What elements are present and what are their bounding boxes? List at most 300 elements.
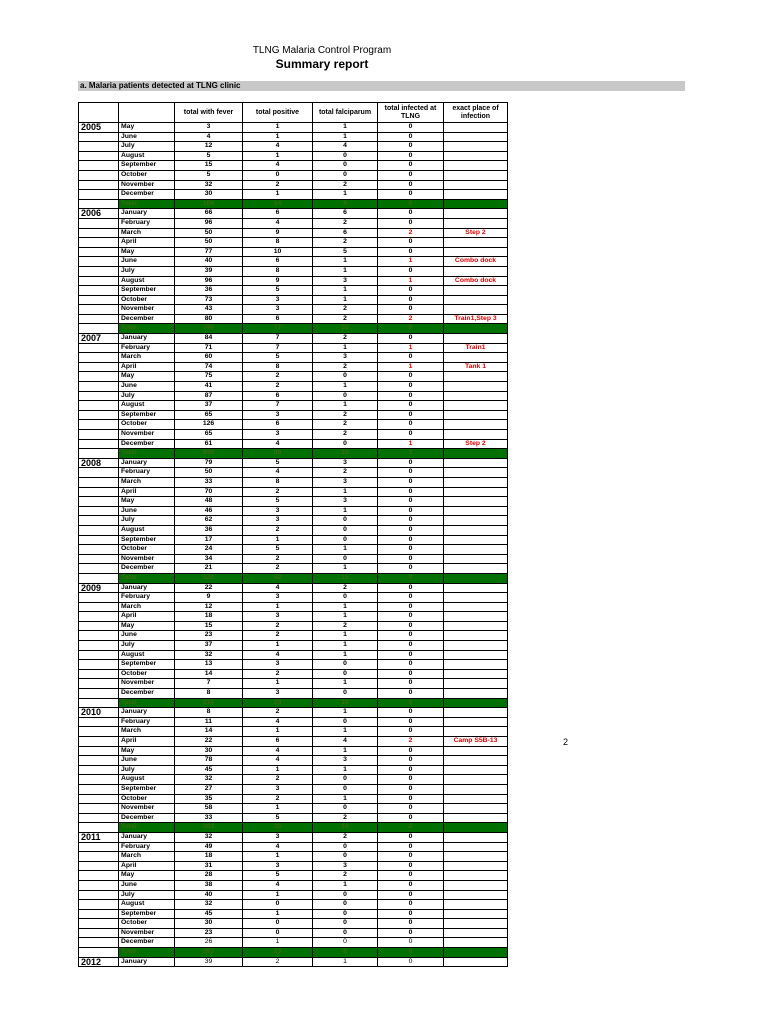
place-cell: Camp S5B-13 <box>444 737 508 747</box>
year-cell <box>79 948 119 958</box>
place-cell: Combo dock <box>444 276 508 286</box>
fever-cell: 8 <box>175 708 243 718</box>
tlng-infected-cell: 0 <box>378 919 444 929</box>
falciparum-cell: 2 <box>313 430 378 440</box>
month-cell: February <box>119 468 175 478</box>
positive-cell: 8 <box>243 266 313 276</box>
place-cell <box>444 909 508 919</box>
tlng-infected-cell: 0 <box>378 679 444 689</box>
month-cell: December <box>119 813 175 823</box>
year-cell <box>79 468 119 478</box>
tlng-infected-cell: 0 <box>378 477 444 487</box>
place-cell: Tank 1 <box>444 362 508 372</box>
fever-cell: 70 <box>175 487 243 497</box>
year-cell: 2008 <box>79 458 119 468</box>
fever-cell: 50 <box>175 228 243 238</box>
tlng-infected-cell: 0 <box>378 132 444 142</box>
positive-cell: 7 <box>243 334 313 344</box>
table-row <box>79 123 508 133</box>
positive-cell: 7 <box>243 401 313 411</box>
falciparum-cell: 3 <box>313 276 378 286</box>
positive-cell: 2 <box>243 669 313 679</box>
positive-cell: 3 <box>243 689 313 699</box>
table-row <box>79 804 508 814</box>
report-title: Summary report <box>275 57 369 71</box>
fever-cell: 37 <box>175 641 243 651</box>
tlng-infected-cell: 0 <box>378 832 444 842</box>
falciparum-cell: 2 <box>313 362 378 372</box>
month-cell: October <box>119 919 175 929</box>
positive-cell: 4 <box>243 439 313 449</box>
positive-cell: 2 <box>243 564 313 574</box>
fever-cell: 41 <box>175 382 243 392</box>
tlng-infected-cell: 0 <box>378 689 444 699</box>
positive-cell: 35 <box>243 823 313 833</box>
month-cell: November <box>119 180 175 190</box>
table-row <box>79 746 508 756</box>
tlng-infected-cell: 0 <box>378 123 444 133</box>
positive-cell: 8 <box>243 477 313 487</box>
fever-cell: 77 <box>175 247 243 257</box>
falciparum-cell: 1 <box>313 286 378 296</box>
tlng-infected-cell: 2 <box>378 823 444 833</box>
fever-cell: 74 <box>175 362 243 372</box>
year-cell <box>79 631 119 641</box>
positive-cell: 2 <box>243 487 313 497</box>
positive-cell: 60 <box>243 449 313 459</box>
falciparum-cell: 2 <box>313 238 378 248</box>
header-total-with-fever: total with fever <box>175 103 243 123</box>
fever-cell: 75 <box>175 372 243 382</box>
year-cell <box>79 266 119 276</box>
place-cell <box>444 660 508 670</box>
positive-cell: 2 <box>243 621 313 631</box>
month-cell: April <box>119 487 175 497</box>
month-cell: September <box>119 660 175 670</box>
fever-cell: 3 <box>175 123 243 133</box>
positive-cell: 4 <box>243 756 313 766</box>
tlng-infected-cell: 0 <box>378 698 444 708</box>
positive-cell: 2 <box>243 957 313 967</box>
falciparum-cell: 4 <box>313 737 378 747</box>
fever-cell: 36 <box>175 525 243 535</box>
place-cell <box>444 170 508 180</box>
positive-cell: 2 <box>243 794 313 804</box>
positive-cell: 0 <box>243 919 313 929</box>
place-cell <box>444 238 508 248</box>
falciparum-cell: 4 <box>313 142 378 152</box>
place-cell <box>444 391 508 401</box>
fever-cell: 15 <box>175 621 243 631</box>
month-cell: March <box>119 228 175 238</box>
falciparum-cell: 1 <box>313 266 378 276</box>
year-cell <box>79 564 119 574</box>
year-cell <box>79 142 119 152</box>
month-cell: April <box>119 737 175 747</box>
fever-cell: 13 <box>175 660 243 670</box>
place-cell <box>444 372 508 382</box>
year-cell <box>79 420 119 430</box>
positive-cell: 2 <box>243 708 313 718</box>
table-row <box>79 938 508 948</box>
positive-cell: 1 <box>243 909 313 919</box>
falciparum-cell: 0 <box>313 852 378 862</box>
place-cell <box>444 324 508 334</box>
place-cell <box>444 583 508 593</box>
tlng-infected-cell: 0 <box>378 909 444 919</box>
falciparum-cell: 6 <box>313 228 378 238</box>
month-cell: July <box>119 142 175 152</box>
year-cell <box>79 938 119 948</box>
table-row <box>79 190 508 200</box>
month-cell: May <box>119 497 175 507</box>
fever-cell: 5 <box>175 151 243 161</box>
year-cell <box>79 190 119 200</box>
tlng-infected-cell: 6 <box>378 324 444 334</box>
month-cell: February <box>119 218 175 228</box>
fever-cell: 14 <box>175 669 243 679</box>
place-cell <box>444 305 508 315</box>
place-cell <box>444 852 508 862</box>
table-row <box>79 142 508 152</box>
table-row <box>79 957 508 967</box>
positive-cell: 3 <box>243 516 313 526</box>
place-cell <box>444 679 508 689</box>
month-cell: April <box>119 861 175 871</box>
year-cell <box>79 919 119 929</box>
positive-cell: 8 <box>243 238 313 248</box>
falciparum-cell: 1 <box>313 401 378 411</box>
falciparum-cell: 0 <box>313 372 378 382</box>
month-cell: January <box>119 209 175 219</box>
table-row <box>79 238 508 248</box>
year-cell <box>79 257 119 267</box>
table-row <box>79 180 508 190</box>
place-cell <box>444 334 508 344</box>
fever-cell: 79 <box>175 458 243 468</box>
table-row <box>79 170 508 180</box>
month-cell: Total <box>119 823 175 833</box>
place-cell <box>444 458 508 468</box>
positive-cell: 9 <box>243 228 313 238</box>
month-cell: August <box>119 650 175 660</box>
table-row <box>79 516 508 526</box>
place-cell <box>444 142 508 152</box>
year-cell <box>79 880 119 890</box>
tlng-infected-cell: 0 <box>378 372 444 382</box>
positive-cell: 29 <box>243 698 313 708</box>
fever-cell: 61 <box>175 439 243 449</box>
month-cell: May <box>119 746 175 756</box>
year-cell <box>79 746 119 756</box>
falciparum-cell: 5 <box>313 247 378 257</box>
table-row <box>79 343 508 353</box>
fever-cell: 49 <box>175 842 243 852</box>
fever-cell: 106 <box>175 199 243 209</box>
fever-cell: 38 <box>175 880 243 890</box>
year-cell <box>79 861 119 871</box>
header-place-of-infection: exact place of infection <box>444 103 508 123</box>
table-row <box>79 420 508 430</box>
positive-cell: 3 <box>243 593 313 603</box>
positive-cell: 1 <box>243 132 313 142</box>
year-cell <box>79 305 119 315</box>
tlng-infected-cell: 0 <box>378 573 444 583</box>
place-cell: Combo dock <box>444 257 508 267</box>
positive-cell: 4 <box>243 880 313 890</box>
falciparum-cell: 0 <box>313 170 378 180</box>
fever-cell: 43 <box>175 305 243 315</box>
year-cell: 2009 <box>79 583 119 593</box>
fever-cell: 96 <box>175 218 243 228</box>
positive-cell: 23 <box>243 948 313 958</box>
positive-cell: 3 <box>243 410 313 420</box>
tlng-infected-cell: 1 <box>378 257 444 267</box>
place-cell <box>444 487 508 497</box>
tlng-infected-cell: 0 <box>378 583 444 593</box>
header-year <box>79 103 119 123</box>
place-cell: Step 2 <box>444 439 508 449</box>
fever-cell: 18 <box>175 612 243 622</box>
fever-cell: 7 <box>175 679 243 689</box>
falciparum-cell: 2 <box>313 218 378 228</box>
fever-cell: 96 <box>175 276 243 286</box>
falciparum-cell: 1 <box>313 545 378 555</box>
tlng-infected-cell: 0 <box>378 717 444 727</box>
positive-cell: 3 <box>243 305 313 315</box>
month-cell: January <box>119 458 175 468</box>
falciparum-cell: 0 <box>313 391 378 401</box>
month-cell: Total <box>119 573 175 583</box>
fever-cell: 12 <box>175 142 243 152</box>
year-cell <box>79 717 119 727</box>
year-cell: 2006 <box>79 209 119 219</box>
month-cell: Total <box>119 199 175 209</box>
falciparum-cell: 2 <box>313 305 378 315</box>
year-cell <box>79 909 119 919</box>
month-cell: January <box>119 832 175 842</box>
tlng-infected-cell: 0 <box>378 612 444 622</box>
tlng-infected-cell: 0 <box>378 209 444 219</box>
tlng-infected-cell: 0 <box>378 861 444 871</box>
month-cell: June <box>119 506 175 516</box>
falciparum-cell: 0 <box>313 938 378 948</box>
year-cell <box>79 228 119 238</box>
place-cell <box>444 919 508 929</box>
tlng-infected-cell: 0 <box>378 928 444 938</box>
positive-cell: 7 <box>243 343 313 353</box>
month-cell: September <box>119 909 175 919</box>
table-row <box>79 679 508 689</box>
fever-cell: 11 <box>175 717 243 727</box>
year-cell <box>79 170 119 180</box>
falciparum-cell: 0 <box>313 784 378 794</box>
month-cell: June <box>119 132 175 142</box>
positive-cell: 0 <box>243 900 313 910</box>
place-cell <box>444 938 508 948</box>
month-cell: January <box>119 334 175 344</box>
tlng-infected-cell: 0 <box>378 170 444 180</box>
tlng-infected-cell: 1 <box>378 276 444 286</box>
positive-cell: 1 <box>243 804 313 814</box>
year-cell <box>79 775 119 785</box>
falciparum-cell: 6 <box>313 209 378 219</box>
table-row <box>79 813 508 823</box>
positive-cell: 6 <box>243 209 313 219</box>
tlng-infected-cell: 0 <box>378 660 444 670</box>
year-cell <box>79 401 119 411</box>
year-cell <box>79 804 119 814</box>
fever-cell: 39 <box>175 957 243 967</box>
fever-cell: 30 <box>175 746 243 756</box>
place-cell <box>444 353 508 363</box>
year-cell <box>79 295 119 305</box>
fever-cell: 50 <box>175 468 243 478</box>
positive-cell: 1 <box>243 123 313 133</box>
positive-cell: 0 <box>243 928 313 938</box>
place-cell <box>444 775 508 785</box>
tlng-infected-cell: 0 <box>378 784 444 794</box>
fever-cell: 4 <box>175 132 243 142</box>
tlng-infected-cell: 3 <box>378 449 444 459</box>
table-row <box>79 928 508 938</box>
tlng-infected-cell: 0 <box>378 391 444 401</box>
table-row <box>79 276 508 286</box>
month-cell: Total <box>119 324 175 334</box>
place-cell <box>444 554 508 564</box>
table-row <box>79 564 508 574</box>
falciparum-cell: 1 <box>313 602 378 612</box>
table-row <box>79 430 508 440</box>
table-row <box>79 545 508 555</box>
table-row <box>79 861 508 871</box>
falciparum-cell: 0 <box>313 554 378 564</box>
total-row <box>79 199 508 209</box>
positive-cell: 5 <box>243 458 313 468</box>
falciparum-cell: 0 <box>313 669 378 679</box>
month-cell: August <box>119 525 175 535</box>
tlng-infected-cell: 0 <box>378 765 444 775</box>
month-cell: February <box>119 593 175 603</box>
program-title: TLNG Malaria Control Program <box>252 45 392 56</box>
table-row <box>79 372 508 382</box>
place-cell <box>444 506 508 516</box>
falciparum-cell: 0 <box>313 900 378 910</box>
fever-cell: 36 <box>175 286 243 296</box>
place-cell <box>444 794 508 804</box>
falciparum-cell: 0 <box>313 161 378 171</box>
table-row <box>79 525 508 535</box>
table-row <box>79 391 508 401</box>
tlng-infected-cell: 0 <box>378 948 444 958</box>
positive-cell: 77 <box>243 324 313 334</box>
positive-cell: 4 <box>243 142 313 152</box>
tlng-infected-cell: 0 <box>378 900 444 910</box>
month-cell: December <box>119 564 175 574</box>
table-row <box>79 161 508 171</box>
year-cell <box>79 727 119 737</box>
year-cell <box>79 573 119 583</box>
falciparum-cell: 0 <box>313 151 378 161</box>
table-row <box>79 468 508 478</box>
tlng-infected-cell: 0 <box>378 890 444 900</box>
fever-cell: 26 <box>175 938 243 948</box>
tlng-infected-cell: 0 <box>378 554 444 564</box>
place-cell <box>444 199 508 209</box>
tlng-infected-cell: 0 <box>378 775 444 785</box>
table-row <box>79 641 508 651</box>
falciparum-cell: 3 <box>313 497 378 507</box>
fever-cell: 5 <box>175 170 243 180</box>
month-cell: July <box>119 765 175 775</box>
place-cell <box>444 266 508 276</box>
positive-cell: 3 <box>243 612 313 622</box>
falciparum-cell: 0 <box>313 890 378 900</box>
year-cell <box>79 362 119 372</box>
positive-cell: 1 <box>243 890 313 900</box>
table-row <box>79 631 508 641</box>
month-cell: December <box>119 314 175 324</box>
year-cell <box>79 180 119 190</box>
place-cell <box>444 756 508 766</box>
month-cell: June <box>119 756 175 766</box>
year-cell <box>79 151 119 161</box>
positive-cell: 6 <box>243 391 313 401</box>
fever-cell: 31 <box>175 861 243 871</box>
falciparum-cell: 1 <box>313 957 378 967</box>
month-cell: September <box>119 535 175 545</box>
year-cell <box>79 784 119 794</box>
positive-cell: 9 <box>243 276 313 286</box>
month-cell: Total <box>119 449 175 459</box>
falciparum-cell: 1 <box>313 382 378 392</box>
total-row <box>79 698 508 708</box>
fever-cell: 48 <box>175 497 243 507</box>
positive-cell: 14 <box>243 199 313 209</box>
year-cell <box>79 823 119 833</box>
place-cell <box>444 218 508 228</box>
positive-cell: 1 <box>243 190 313 200</box>
table-row <box>79 909 508 919</box>
positive-cell: 1 <box>243 679 313 689</box>
positive-cell: 4 <box>243 161 313 171</box>
fever-cell: 12 <box>175 602 243 612</box>
month-cell: November <box>119 305 175 315</box>
month-cell: July <box>119 391 175 401</box>
positive-cell: 5 <box>243 545 313 555</box>
tlng-infected-cell: 2 <box>378 737 444 747</box>
month-cell: August <box>119 900 175 910</box>
table-row <box>79 784 508 794</box>
positive-cell: 1 <box>243 641 313 651</box>
fever-cell: 30 <box>175 190 243 200</box>
fever-cell: 126 <box>175 420 243 430</box>
tlng-infected-cell: 0 <box>378 545 444 555</box>
positive-cell: 1 <box>243 938 313 948</box>
year-cell: 2007 <box>79 334 119 344</box>
fever-cell: 78 <box>175 756 243 766</box>
month-cell: December <box>119 190 175 200</box>
month-cell: September <box>119 161 175 171</box>
month-cell: September <box>119 410 175 420</box>
table-row <box>79 228 508 238</box>
table-row <box>79 612 508 622</box>
month-cell: September <box>119 784 175 794</box>
year-cell: 2012 <box>79 957 119 967</box>
place-cell <box>444 928 508 938</box>
tlng-infected-cell: 0 <box>378 631 444 641</box>
table-row <box>79 132 508 142</box>
